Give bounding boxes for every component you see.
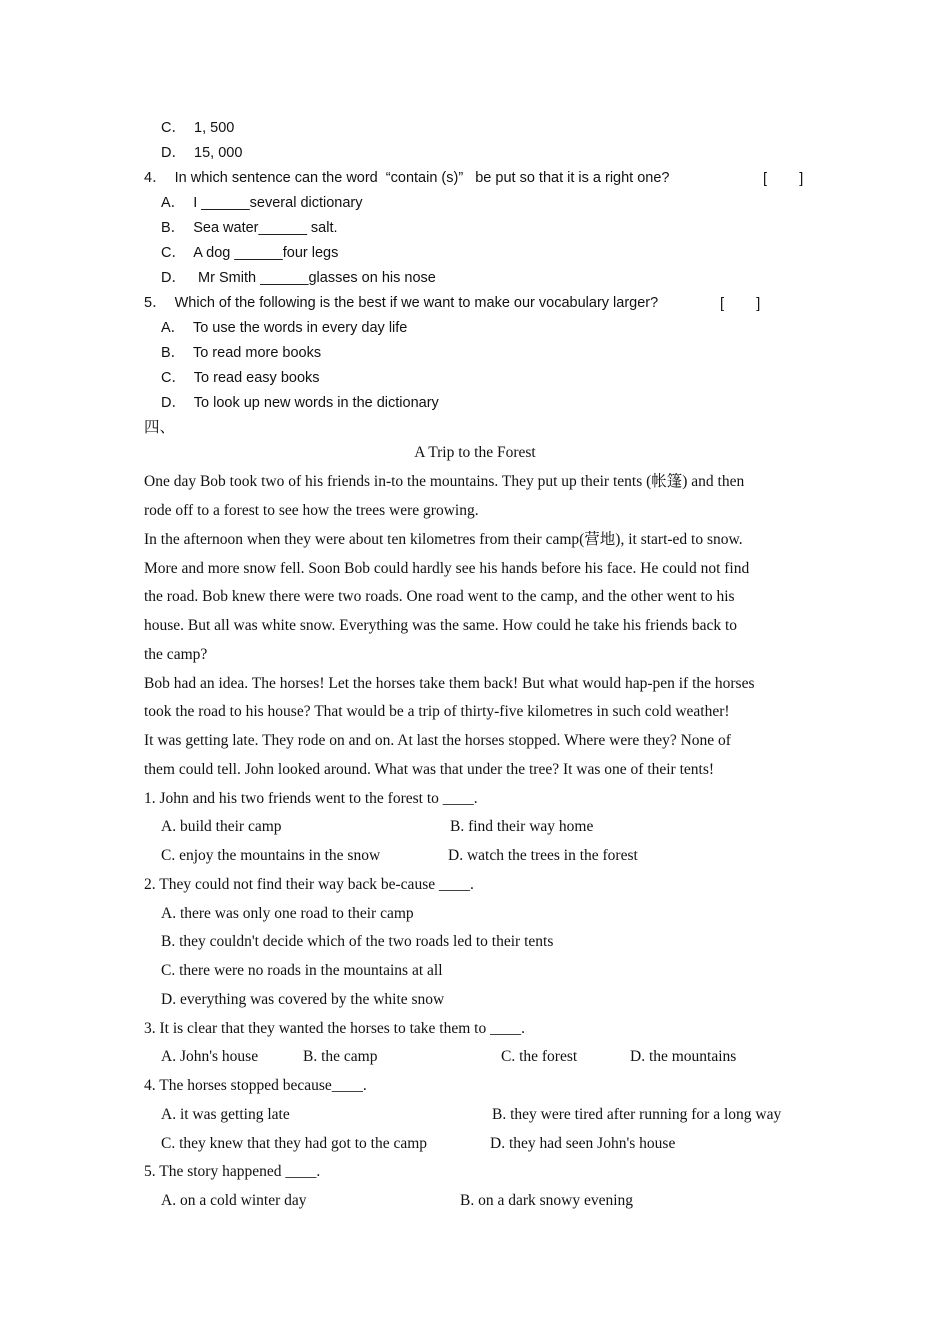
rq2-option-a: A. there was only one road to their camp [161, 905, 414, 922]
rq4-option-a: A. it was getting late [161, 1106, 290, 1123]
q5-option-c: C． To read easy books [161, 370, 320, 386]
rq3-option-c: C. the forest [501, 1048, 578, 1065]
passage-line: It was getting late. They rode on and on. At last the horses stopped. Where were they? None of [144, 732, 731, 749]
rq1-option-b: B. find their way home [450, 818, 594, 835]
q4-option-a: A． I ______several dictionary [161, 195, 363, 211]
passage-line: Bob had an idea. The horses! Let the horses take them back! But what would hap-pen if the horses [144, 675, 755, 692]
rq5-option-b: B. on a dark snowy evening [460, 1192, 634, 1209]
passage-line: the road. Bob knew there were two roads. One road went to the camp, and the other went to his [144, 588, 735, 605]
q4-answer-bracket[interactable]: [ ] [763, 171, 804, 187]
q4-option-b: B． Sea water______ salt. [161, 220, 338, 236]
passage-line: rode off to a forest to see how the trees were growing. [144, 502, 479, 519]
q5-option-b: B． To read more books [161, 345, 322, 361]
rq3-option-b: B. the camp [303, 1048, 378, 1065]
q5-answer-bracket[interactable]: [ ] [720, 296, 761, 312]
rq3-option-d: D. the mountains [630, 1048, 737, 1065]
passage-line: More and more snow fell. Soon Bob could hardly see his hands before his face. He could not find [144, 560, 750, 577]
passage-line: In the afternoon when they were about ten kilometres from their camp(营地), it start-ed to snow. [144, 531, 743, 548]
rq2-stem: 2. They could not find their way back be-cause ____. [144, 876, 474, 893]
rq4-option-c: C. they knew that they had got to the camp [161, 1135, 428, 1152]
passage-line: One day Bob took two of his friends in-to the mountains. They put up their tents (帐篷) and then [144, 473, 745, 490]
passage-line: the camp? [144, 646, 208, 663]
rq3-stem: 3. It is clear that they wanted the horses to take them to ____. [144, 1020, 525, 1037]
rq4-option-b: B. they were tired after running for a long way [492, 1106, 782, 1123]
passage-title: A Trip to the Forest [414, 444, 536, 461]
rq1-option-c: C. enjoy the mountains in the snow [161, 847, 381, 864]
q5-option-a: A． To use the words in every day life [161, 320, 408, 336]
rq4-stem: 4. The horses stopped because____. [144, 1077, 367, 1094]
rq5-option-a: A. on a cold winter day [161, 1192, 307, 1209]
rq2-option-d: D. everything was covered by the white snow [161, 991, 445, 1008]
rq1-option-a: A. build their camp [161, 818, 282, 835]
passage-line: took the road to his house? That would be a trip of thirty-five kilometres in such cold weather! [144, 703, 730, 720]
q3-option-c: C． 1, 500 [161, 120, 235, 136]
rq5-stem: 5. The story happened ____. [144, 1163, 321, 1180]
q5-stem: 5． Which of the following is the best if we want to make our vocabulary larger? [144, 295, 659, 311]
q4-option-d: D． Mr Smith ______glasses on his nose [161, 270, 436, 286]
passage-line: house. But all was white snow. Everything was the same. How could he take his friends back to [144, 617, 738, 634]
q5-option-d: D． To look up new words in the dictionary [161, 395, 439, 411]
q3-option-d: D． 15, 000 [161, 145, 243, 161]
rq1-stem: 1. John and his two friends went to the forest to ____. [144, 790, 478, 807]
q4-stem: 4． In which sentence can the word “contain (s)” be put so that it is a right one? [144, 170, 670, 186]
rq1-option-d: D. watch the trees in the forest [448, 847, 638, 864]
rq2-option-c: C. there were no roads in the mountains at all [161, 962, 443, 979]
passage-line: them could tell. John looked around. What was that under the tree? It was one of their tents! [144, 761, 715, 778]
rq2-option-b: B. they couldn't decide which of the two roads led to their tents [161, 933, 554, 950]
rq4-option-d: D. they had seen John's house [490, 1135, 676, 1152]
q4-option-c: C． A dog ______four legs [161, 245, 339, 261]
rq3-option-a: A. John's house [161, 1048, 259, 1065]
section-four-heading: 四、 [144, 419, 176, 436]
